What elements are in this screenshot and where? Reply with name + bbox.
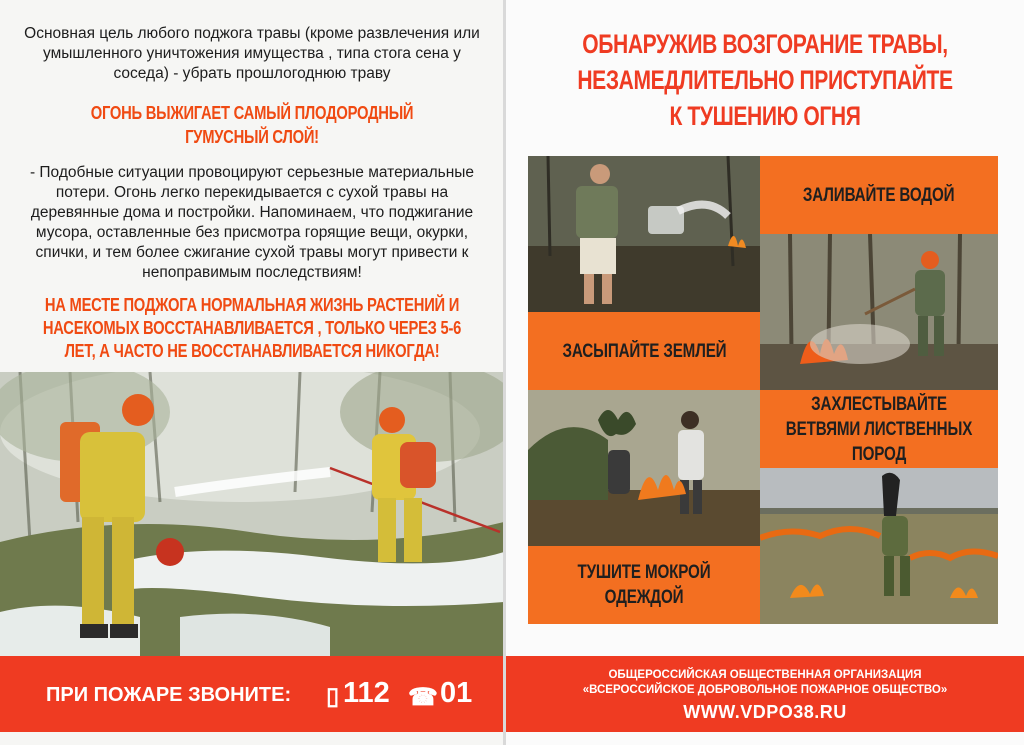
humus-warning: ОГОНЬ ВЫЖИГАЕТ САМЫЙ ПЛОДОРОДНЫЙ ГУМУСНЫЙ СЛОЙ! [90,103,414,147]
consequences-text: - Подобные ситуации провоцируют серьезные материальные потери. Огонь легко перекидывается с сухой травы на деревянные дома и постройки. Напоминаем, что поджигание мусора, оставленные без присмотра горящие вещи, окурки, спички, и тем более сжигание сухой травы могут привести к непоправимым последствиям! [29,164,475,281]
tip-clothes [528,546,760,624]
right-panel [506,0,1024,745]
tip-branches [760,390,998,468]
extinguishing-methods-grid [528,156,998,624]
intro-text: Основная цель любого поджога травы (кроме развлечения или умышленного уничтожения имущества , типа стога сена у соседа) - убрать прошлогоднюю траву [24,25,480,82]
photo-water [528,156,760,312]
org-line-1: ОБЩЕРОССИЙСКАЯ ОБЩЕСТВЕННАЯ ОРГАНИЗАЦИЯ [608,669,922,681]
photo-earth [760,234,998,390]
tip-clothes-label: ТУШИТЕ МОКРОЙ ОДЕЖДОЙ [577,562,711,608]
organization-bar [506,656,1024,732]
tip-water-label: ЗАЛИВАЙТЕ ВОДОЙ [803,184,955,206]
mobile-phone-icon: ▯ [326,683,340,710]
call-label: ПРИ ПОЖАРЕ ЗВОНИТЕ: [46,684,292,706]
phone-112: 112 [343,677,390,709]
tip-earth [528,312,760,390]
phone-01: 01 [440,677,473,709]
emergency-bar [0,656,504,732]
tip-water [760,156,998,234]
website-link[interactable]: WWW.VDPO38.RU [683,702,847,722]
headline: ОБНАРУЖИВ ВОЗГОРАНИЕ ТРАВЫ, НЕЗАМЕДЛИТЕЛЬНО ПРИСТУПАЙТЕ К ТУШЕНИЮ ОГНЯ [577,29,953,131]
telephone-icon: ☎ [408,684,438,711]
firefighters-photo [0,372,504,658]
recovery-warning: НА МЕСТЕ ПОДЖОГА НОРМАЛЬНАЯ ЖИЗНЬ РАСТЕНИЙ И НАСЕКОМЫХ ВОССТАНАВЛИВАЕТСЯ , ТОЛЬКО ЧЕРЕЗ 5-6 ЛЕТ, А ЧАСТО НЕ ВОССТАНАВЛИВАЕТСЯ НИКОГДА! [42,295,462,361]
org-line-2: «ВСЕРОССИЙСКОЕ ДОБРОВОЛЬНОЕ ПОЖАРНОЕ ОБЩЕСТВО» [582,684,948,696]
photo-clothes [760,468,998,624]
photo-branches [528,390,760,546]
tip-earth-label: ЗАСЫПАЙТЕ ЗЕМЛЕЙ [562,340,726,362]
tip-branches-label: ЗАХЛЕСТЫВАЙТЕ ВЕТВЯМИ ЛИСТВЕННЫХ ПОРОД [785,393,973,465]
left-panel [0,0,504,745]
